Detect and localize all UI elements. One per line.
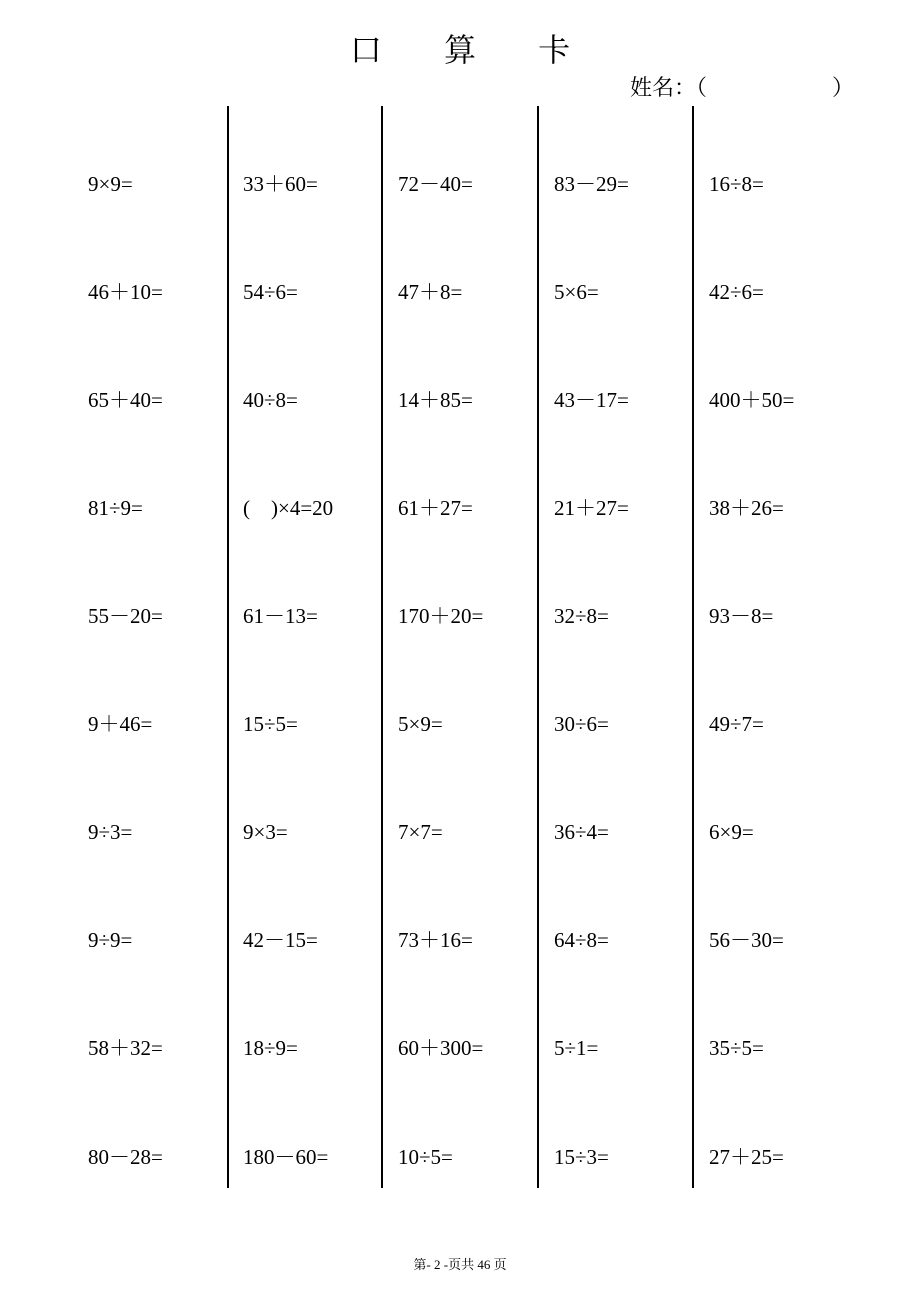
problem: 18÷9= (243, 1036, 298, 1060)
problem: 35÷5= (709, 1036, 764, 1060)
problem: 65＋40= (88, 388, 163, 412)
problem: 61－13= (243, 604, 318, 628)
problem: 42－15= (243, 928, 318, 952)
problem: 9×3= (243, 820, 288, 844)
problem: 40÷8= (243, 388, 298, 412)
page-footer: 第- 2 -页共 46 页 (413, 1257, 507, 1272)
problem: 56－30= (709, 928, 784, 952)
problem: ( )×4=20 (243, 496, 334, 520)
problem: 64÷8= (554, 928, 609, 952)
problem: 14＋85= (398, 388, 473, 412)
problem: 400＋50= (709, 388, 795, 412)
problem: 5÷1= (554, 1036, 599, 1060)
column-divider (227, 106, 229, 1188)
name-field (630, 74, 855, 104)
problem: 21＋27= (554, 496, 629, 520)
problem: 46＋10= (88, 280, 163, 304)
problem: 170＋20= (398, 604, 484, 628)
problem: 7×7= (398, 820, 443, 844)
problem: 58＋32= (88, 1036, 163, 1060)
problem: 10÷5= (398, 1145, 453, 1169)
problem: 72－40= (398, 172, 473, 196)
problem: 61＋27= (398, 496, 473, 520)
problem: 54÷6= (243, 280, 298, 304)
problem: 38＋26= (709, 496, 784, 520)
problem: 9＋46= (88, 712, 153, 736)
problem: 36÷4= (554, 820, 609, 844)
problem: 73＋16= (398, 928, 473, 952)
problem: 47＋8= (398, 280, 463, 304)
problem: 15÷3= (554, 1145, 609, 1169)
column-divider (537, 106, 539, 1188)
problem: 9÷3= (88, 820, 133, 844)
name-label: 姓名：（ (630, 76, 708, 101)
problem: 5×6= (554, 280, 599, 304)
problem: 93－8= (709, 604, 774, 628)
name-paren-close: ） (832, 76, 855, 101)
problem: 15÷5= (243, 712, 298, 736)
problem: 180－60= (243, 1145, 329, 1169)
column-divider (381, 106, 383, 1188)
column-divider (692, 106, 694, 1188)
problem: 80－28= (88, 1145, 163, 1169)
problem: 81÷9= (88, 496, 143, 520)
problem: 5×9= (398, 712, 443, 736)
problem: 43－17= (554, 388, 629, 412)
problem: 55－20= (88, 604, 163, 628)
problem: 30÷6= (554, 712, 609, 736)
page-title: 口 算 卡 (349, 31, 597, 69)
problem: 6×9= (709, 820, 754, 844)
problem: 32÷8= (554, 604, 609, 628)
problem: 16÷8= (709, 172, 764, 196)
problem: 60＋300= (398, 1036, 484, 1060)
problem: 83－29= (554, 172, 629, 196)
problem: 42÷6= (709, 280, 764, 304)
problem: 49÷7= (709, 712, 764, 736)
problem: 27＋25= (709, 1145, 784, 1169)
problem: 9×9= (88, 172, 133, 196)
problem: 33＋60= (243, 172, 318, 196)
problem: 9÷9= (88, 928, 133, 952)
